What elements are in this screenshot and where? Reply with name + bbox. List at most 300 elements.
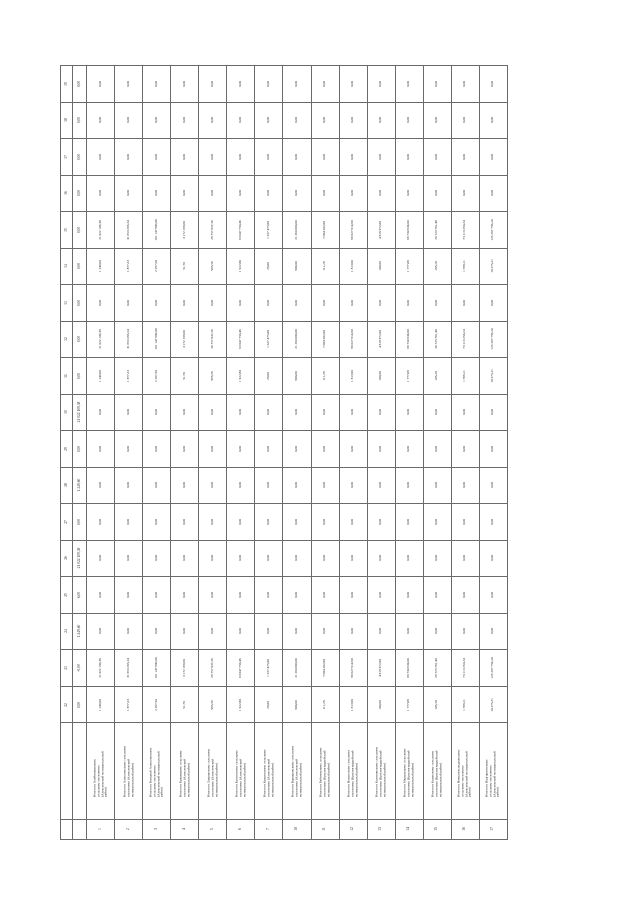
cell-value: 1 327 475,00 <box>266 659 271 677</box>
table-cell <box>311 66 339 103</box>
settlement-name-cell <box>227 723 255 819</box>
table-cell <box>199 686 227 723</box>
cell-value: 0,00 <box>294 445 299 452</box>
table-cell <box>227 504 255 541</box>
table-cell <box>199 175 227 212</box>
cell-value: 0,00 <box>181 409 186 416</box>
cell-value: 3 172 199,60 <box>181 220 186 239</box>
cell-value: 0,00 <box>462 299 467 306</box>
cell-value: 0,00 <box>209 592 214 598</box>
cell-value: 28,00 <box>266 372 271 380</box>
table-cell <box>451 102 479 139</box>
cell-value: 0,00 <box>490 445 495 452</box>
cell-value: 1 777,09 <box>406 698 411 711</box>
settlement-name-cell <box>479 723 507 819</box>
blank-cell <box>61 723 73 819</box>
cell-value: 3 172 199,60 <box>181 330 186 349</box>
settlement-name: Итого по Большой Алексеевскому сельскому поселению (Алексеевский муниципальный район) <box>148 747 164 797</box>
cell-value: 0,00 <box>294 117 299 124</box>
cell-value: 0,00 <box>294 80 299 87</box>
column-index-cell <box>61 139 73 176</box>
cell-value: 0,00 <box>490 555 495 562</box>
total-value: 0,00 <box>76 80 81 87</box>
table-row <box>61 102 508 139</box>
cell-value: 31 653 293,24 <box>125 220 130 240</box>
cell-value: 1 768,11 <box>462 260 467 273</box>
cell-value: 100,00 <box>378 261 383 271</box>
cell-value: 0,00 <box>153 628 158 635</box>
cell-value: 0,00 <box>322 190 327 197</box>
cell-value: 0,00 <box>406 518 411 525</box>
cell-value: 7 084 202,00 <box>322 220 327 239</box>
settlement-name: Итого по Ильинскому сельскому поселению (Красногвардейский муниципальный район) <box>346 749 358 797</box>
blank-cell <box>61 819 73 839</box>
settlement-name: Итого по Казанскому сельскому поселению (Красногвардейский муниципальный район) <box>430 750 443 797</box>
table-cell <box>339 66 367 103</box>
cell-value: 21 022 109,38 <box>97 658 102 678</box>
table-cell <box>171 139 199 176</box>
cell-value: 0,00 <box>125 153 130 160</box>
settlement-name: Итого по Купинскому сельскому поселению (Алексеевский муниципальный район) <box>234 749 246 797</box>
column-index: 23 <box>63 666 68 670</box>
cell-value: 1 813,90 <box>350 260 355 273</box>
cell-value: 0,00 <box>97 190 102 197</box>
cell-value: 0,00 <box>490 628 495 635</box>
cell-value: 0,00 <box>266 117 271 124</box>
table-cell <box>283 102 311 139</box>
table-cell <box>115 139 143 176</box>
table-cell <box>283 139 311 176</box>
table-cell <box>367 66 395 103</box>
table-cell <box>367 212 395 249</box>
table-cell <box>423 66 451 103</box>
table-cell <box>255 358 283 395</box>
table-cell <box>255 248 283 285</box>
cell-value: 0,00 <box>434 409 439 416</box>
cell-value: 51,70 <box>181 372 186 380</box>
total-cell <box>73 175 87 212</box>
column-index-cell <box>61 248 73 285</box>
table-cell <box>311 467 339 504</box>
cell-value: 0,00 <box>462 80 467 87</box>
cell-value: 0,00 <box>209 482 214 489</box>
cell-value: 1 249,60 <box>97 369 102 382</box>
cell-value: 0,00 <box>462 592 467 598</box>
total-cell <box>73 504 87 541</box>
cell-value: 0,00 <box>322 153 327 160</box>
table-cell <box>143 394 171 431</box>
cell-value: 1 249,60 <box>97 698 102 711</box>
table-cell <box>199 66 227 103</box>
table-cell <box>283 686 311 723</box>
table-cell <box>451 467 479 504</box>
cell-value: 0,00 <box>434 190 439 197</box>
cell-value: 0,00 <box>434 153 439 160</box>
table-cell <box>199 467 227 504</box>
table-cell <box>255 540 283 577</box>
cell-value: 111,28 <box>322 261 327 271</box>
table-cell <box>255 394 283 431</box>
cell-value: 0,00 <box>266 518 271 525</box>
table-cell <box>451 139 479 176</box>
table-cell <box>255 577 283 614</box>
cell-value: 7 084 202,00 <box>322 659 327 677</box>
cell-value: 1 777,09 <box>406 260 411 273</box>
table-cell <box>283 358 311 395</box>
table-cell <box>423 613 451 650</box>
table-cell <box>199 613 227 650</box>
table-cell <box>451 431 479 468</box>
cell-value: 0,00 <box>266 592 271 598</box>
table-row <box>61 139 508 176</box>
cell-value: 0,00 <box>237 518 242 525</box>
cell-value: 0,00 <box>237 555 242 562</box>
total-value: 21 022 109,38 <box>76 402 81 423</box>
table-cell <box>255 504 283 541</box>
table-cell <box>339 613 367 650</box>
table-cell <box>171 358 199 395</box>
table-cell <box>227 358 255 395</box>
table-cell <box>451 358 479 395</box>
table-cell <box>87 66 115 103</box>
cell-value: 0,00 <box>209 518 214 525</box>
cell-value: 0,00 <box>378 628 383 635</box>
cell-value: 26 757 037,26 <box>209 220 214 240</box>
table-row <box>61 467 508 504</box>
row-number-cell <box>479 819 507 839</box>
table-cell <box>171 431 199 468</box>
table-cell <box>87 650 115 687</box>
cell-value: 0,00 <box>294 555 299 562</box>
cell-value: 0,00 <box>97 153 102 160</box>
settlement-name: Итого по Алейниковскому сельскому поселению (Алексеевский муниципальный район) <box>91 751 108 797</box>
table-row <box>61 358 508 395</box>
total-value: 0,00 <box>76 117 81 124</box>
table-row <box>61 686 508 723</box>
table-cell <box>227 248 255 285</box>
cell-value: 3 172 199,60 <box>181 659 186 677</box>
cell-value: 0,00 <box>153 190 158 197</box>
column-index-cell <box>61 540 73 577</box>
row-number-cell <box>255 819 283 839</box>
cell-value: 0,00 <box>350 592 355 598</box>
total-value: 1 249,60 <box>76 625 81 638</box>
cell-value: 0,00 <box>406 409 411 416</box>
cell-value: 123 297 756,24 <box>490 219 495 241</box>
table-cell <box>339 285 367 322</box>
cell-value: 0,00 <box>322 518 327 525</box>
cell-value: 0,00 <box>181 482 186 489</box>
column-index: 38 <box>63 118 68 123</box>
cell-value: 105,20 <box>434 261 439 271</box>
table-cell <box>283 467 311 504</box>
column-index: 35 <box>63 228 68 232</box>
table-cell <box>395 431 423 468</box>
cell-value: 0,00 <box>153 445 158 452</box>
table-cell <box>143 613 171 650</box>
table-cell <box>87 248 115 285</box>
cell-value: 0,00 <box>434 80 439 87</box>
table-cell <box>423 540 451 577</box>
column-index: 39 <box>63 81 68 86</box>
table-cell <box>339 358 367 395</box>
cell-value: 0,00 <box>237 190 242 197</box>
cell-value: 0,00 <box>153 482 158 489</box>
table-cell <box>423 321 451 358</box>
table-cell <box>311 358 339 395</box>
column-index-cell <box>61 358 73 395</box>
table-cell <box>115 248 143 285</box>
table-row <box>61 650 508 687</box>
table-cell <box>283 285 311 322</box>
table-cell <box>479 431 507 468</box>
table-cell <box>171 394 199 431</box>
cell-value: 0,00 <box>237 592 242 598</box>
table-cell <box>479 248 507 285</box>
cell-value: 0,00 <box>378 555 383 562</box>
cell-value: 0,00 <box>350 482 355 489</box>
cell-value: 0,00 <box>97 555 102 562</box>
total-cell <box>73 613 87 650</box>
table-row <box>61 321 508 358</box>
column-index: 22 <box>63 702 68 707</box>
total-value: 0,00 <box>76 299 81 306</box>
cell-value: 0,00 <box>209 153 214 160</box>
cell-value: 0,00 <box>125 482 130 489</box>
table-cell <box>367 358 395 395</box>
cell-value: 0,00 <box>406 445 411 452</box>
cell-value: 0,00 <box>322 299 327 306</box>
table-cell <box>255 467 283 504</box>
table-cell <box>87 212 115 249</box>
cell-value: 0,00 <box>322 80 327 87</box>
table-cell <box>227 175 255 212</box>
settlement-name-cell <box>199 723 227 819</box>
cell-value: 0,00 <box>153 592 158 598</box>
cell-value: 28,00 <box>266 700 271 709</box>
cell-value: 0,00 <box>350 117 355 124</box>
cell-value: 0,00 <box>209 555 214 562</box>
total-cell <box>73 139 87 176</box>
table-cell <box>395 212 423 249</box>
cell-value: 1 777,09 <box>406 369 411 382</box>
table-row <box>61 431 508 468</box>
cell-value: 0,00 <box>378 445 383 452</box>
settlement-name: Итого по Варваровскому сельскому поселению (Алексеевский муниципальный район) <box>290 745 302 797</box>
table-cell <box>367 650 395 687</box>
table-cell <box>451 175 479 212</box>
table-cell <box>87 321 115 358</box>
cell-value: 0,00 <box>462 409 467 416</box>
cell-value: 0,00 <box>266 445 271 452</box>
table-cell <box>143 577 171 614</box>
table-cell <box>339 248 367 285</box>
column-index: 25 <box>63 593 68 597</box>
table-cell <box>311 394 339 431</box>
cell-value: 96 627 614,90 <box>350 220 355 240</box>
row-number: 10 <box>294 827 299 832</box>
row-number-cell <box>423 819 451 839</box>
row-number: 2 <box>125 828 130 831</box>
cell-value: 0,00 <box>462 482 467 489</box>
cell-value: 100,00 <box>378 699 383 710</box>
table-cell <box>367 139 395 176</box>
cell-value: 0,00 <box>462 518 467 525</box>
settlement-name-cell <box>171 723 199 819</box>
cell-value: 0,00 <box>125 190 130 197</box>
table-cell <box>283 540 311 577</box>
row-number-cell <box>171 819 199 839</box>
row-number-cell <box>115 819 143 839</box>
cell-value: 0,00 <box>153 80 158 87</box>
cell-value: 4 818 972,00 <box>378 220 383 239</box>
cell-value: 1 327 475,00 <box>266 220 271 239</box>
cell-value: 0,00 <box>490 482 495 489</box>
table-cell <box>367 613 395 650</box>
column-index-cell <box>61 102 73 139</box>
table-cell <box>87 139 115 176</box>
row-number-cell <box>283 819 311 839</box>
cell-value: 0,00 <box>350 445 355 452</box>
cell-value: 0,00 <box>490 117 495 124</box>
cell-value: 63 047 750,46 <box>237 329 242 350</box>
table-cell <box>171 248 199 285</box>
total-cell <box>73 394 87 431</box>
table-cell <box>395 650 423 687</box>
table-cell <box>395 248 423 285</box>
cell-value: 0,00 <box>406 117 411 124</box>
cell-value: 0,00 <box>294 190 299 197</box>
table-cell <box>339 577 367 614</box>
table-cell <box>143 175 171 212</box>
table-cell <box>479 613 507 650</box>
cell-value: 0,00 <box>209 80 214 87</box>
table-cell <box>367 285 395 322</box>
table-cell <box>227 540 255 577</box>
table-cell <box>367 394 395 431</box>
cell-value: 21 264 000,00 <box>294 329 299 350</box>
table-cell <box>311 577 339 614</box>
table-row <box>61 285 508 322</box>
table-cell <box>171 577 199 614</box>
settlement-name-cell <box>143 723 171 819</box>
table-cell <box>395 102 423 139</box>
cell-value: 2 297,50 <box>153 698 158 711</box>
total-cell <box>73 467 87 504</box>
table-cell <box>395 394 423 431</box>
cell-value: 1 327 475,00 <box>266 330 271 349</box>
cell-value: 4 818 972,00 <box>378 330 383 349</box>
cell-value: 0,00 <box>209 445 214 452</box>
table-cell <box>423 686 451 723</box>
data-table <box>60 65 508 840</box>
cell-value: 0,00 <box>406 555 411 562</box>
cell-value: 0,00 <box>153 555 158 562</box>
column-index: 31 <box>63 374 68 378</box>
cell-value: 1 922,80 <box>237 260 242 273</box>
cell-value: 0,00 <box>378 153 383 160</box>
column-index-cell <box>61 650 73 687</box>
total-cell <box>73 212 87 249</box>
cell-value: 0,00 <box>378 518 383 525</box>
table-cell <box>115 650 143 687</box>
table-cell <box>451 686 479 723</box>
cell-value: 0,00 <box>462 628 467 635</box>
table-cell <box>143 650 171 687</box>
cell-value: 0,00 <box>97 80 102 87</box>
cell-value: 63 047 750,46 <box>237 658 242 678</box>
total-value: 0,00 <box>76 445 81 453</box>
row-number: 13 <box>378 827 383 832</box>
table-cell <box>311 102 339 139</box>
cell-value: 0,00 <box>237 299 242 306</box>
cell-value: 0,00 <box>462 555 467 562</box>
table-cell <box>255 431 283 468</box>
cell-value: 0,00 <box>266 628 271 635</box>
cell-value: 0,00 <box>378 117 383 124</box>
table-cell <box>171 467 199 504</box>
table-cell <box>143 431 171 468</box>
cell-value: 0,00 <box>490 190 495 197</box>
column-index: 26 <box>63 556 68 561</box>
cell-value: 51,70 <box>181 700 186 709</box>
column-index: 30 <box>63 410 68 415</box>
table-cell <box>283 212 311 249</box>
cell-value: 0,00 <box>294 482 299 489</box>
cell-value: 0,00 <box>406 190 411 197</box>
table-cell <box>255 321 283 358</box>
table-cell <box>451 66 479 103</box>
table-cell <box>339 540 367 577</box>
cell-value: 965,56 <box>209 371 214 381</box>
cell-value: 0,00 <box>153 117 158 124</box>
cell-value: 1 922,80 <box>237 698 242 711</box>
table-cell <box>199 394 227 431</box>
table-cell <box>115 66 143 103</box>
total-value: 6,00 <box>76 591 81 599</box>
table-cell <box>227 285 255 322</box>
settlement-name-cell <box>255 723 283 819</box>
total-cell <box>73 431 87 468</box>
table-cell <box>227 467 255 504</box>
cell-value: 31 653 293,24 <box>125 329 130 350</box>
table-cell <box>143 321 171 358</box>
table-cell <box>87 504 115 541</box>
settlement-name: Итого по Подгорненскому сельскому поселению (Алексеевский муниципальный район) <box>484 751 501 797</box>
cell-value: 105,20 <box>434 699 439 710</box>
table-cell <box>451 248 479 285</box>
table-cell <box>311 212 339 249</box>
table-cell <box>115 467 143 504</box>
cell-value: 0,00 <box>97 592 102 598</box>
table-cell <box>451 577 479 614</box>
cell-value: 0,00 <box>350 80 355 87</box>
settlement-name-cell <box>367 723 395 819</box>
cell-value: 26 757 037,26 <box>209 329 214 350</box>
table-cell <box>367 540 395 577</box>
cell-value: 123 297 756,24 <box>490 328 495 350</box>
table-cell <box>423 102 451 139</box>
settlement-name: Итого по Алексеевскому сельскому поселению (Алексеевский муниципальный район) <box>121 745 134 797</box>
table-cell <box>395 467 423 504</box>
cell-value: 0,00 <box>406 80 411 87</box>
cell-value: 63 047 750,46 <box>237 220 242 240</box>
table-cell <box>283 248 311 285</box>
column-index-cell <box>61 285 73 322</box>
cell-value: 0,00 <box>322 117 327 124</box>
settlement-name-cell <box>395 723 423 819</box>
cell-value: 0,00 <box>266 299 271 306</box>
